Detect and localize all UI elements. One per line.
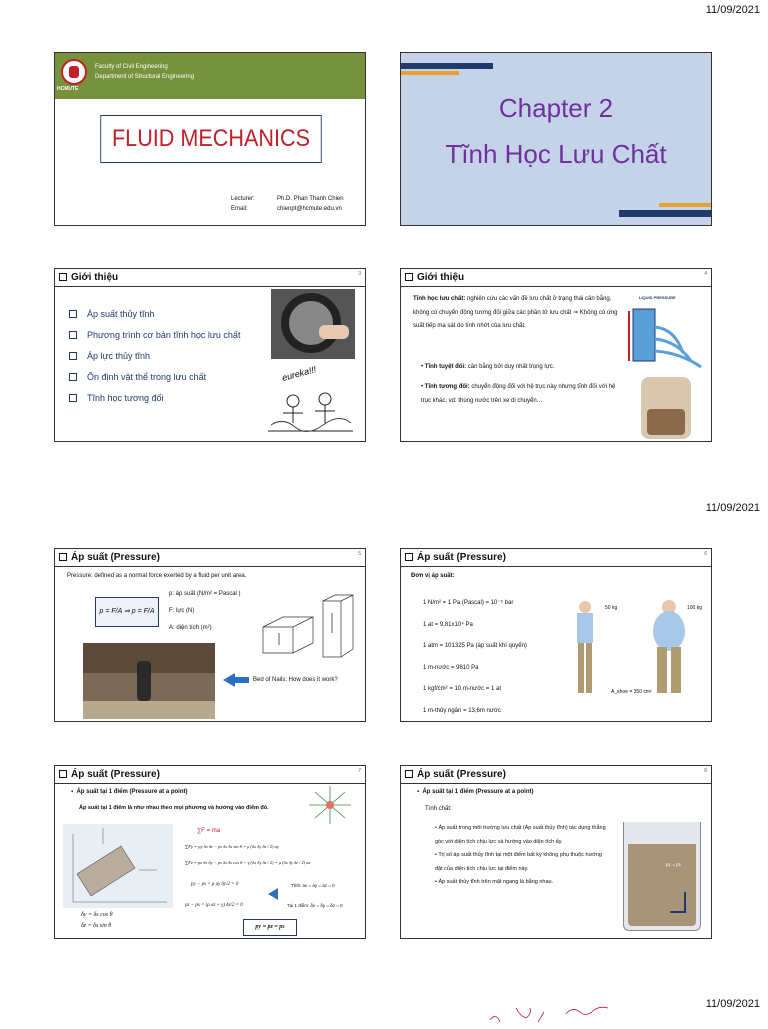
deco-bar (659, 203, 711, 207)
bullet-heading: ▪ Áp suất tại 1 điểm (Pressure at a point) (71, 789, 188, 795)
arrow-shaft (235, 677, 249, 683)
geometry-eq: δy = δs cos θ (81, 912, 113, 918)
property-item: • Áp suất thủy tĩnh trên mặt ngang là bằng nhau. (435, 879, 554, 885)
slide-pressure-definition (54, 548, 366, 722)
statement: Áp suất tại 1 điểm là như nhau theo mọi phương và hướng vào điểm đó. (79, 805, 269, 811)
slide-chapter (400, 52, 712, 226)
list-item: Áp lực thủy tĩnh (69, 351, 240, 361)
equation-py: py − ps = ρ ay δy/2 = 0 (191, 882, 239, 887)
units-heading: Đơn vị áp suất: (411, 573, 455, 579)
tire-gauge-photo (271, 289, 355, 359)
list-item: Tĩnh học tương đối (69, 393, 240, 403)
pressure-formula: p = F/A ⇒ p = F/A (95, 597, 159, 627)
page-number: 4 (704, 271, 707, 277)
topic-list (69, 309, 240, 414)
figure-label: LIQUID PRESSURE (639, 295, 676, 300)
course-title: FLUID MECHANICS (100, 115, 321, 163)
element-diagram (63, 824, 173, 908)
arrow-left-icon (268, 888, 278, 900)
deco-bar (401, 71, 459, 75)
list-item: Áp suất thủy tĩnh (69, 309, 240, 319)
static-condition: Tĩnh: ax = ay = az = 0 (291, 883, 335, 888)
caption: Bed of Nails: How does it work? (253, 677, 338, 683)
page-number: 7 (358, 768, 361, 774)
symbol-a: A: diện tích (m²) (169, 625, 212, 631)
force-arrow (670, 911, 686, 913)
university-logo (61, 59, 87, 85)
list-item: Ổn định vật thể trong lưu chất (69, 372, 240, 382)
arrow-left-icon (223, 673, 235, 687)
unit-item: 1 m-nước = 9810 Pa (423, 664, 479, 671)
chapter-title: Tĩnh Học Lưu Chất (445, 139, 667, 169)
page-number: 3 (358, 271, 361, 277)
chapter-number: Chapter 2 (498, 93, 614, 123)
properties-heading: Tính chất: (425, 806, 452, 812)
date-stamp: 11/09/2021 (705, 998, 760, 1010)
property-item: • Trị số áp suất thủy tĩnh tại một điểm bất kỳ không phụ thuộc hướng đặt của diện tích chịu lực tại điểm này. (435, 852, 602, 872)
force-balance-z: ∑Fz = pz δx δy − ps δx δs cos θ − γ (δx δy δz / 2) = ρ (δx δy δz / 2) az (185, 860, 311, 865)
page-number: 6 (704, 551, 707, 557)
deco-bar (619, 210, 711, 217)
newton-law: ∑F = ma (197, 828, 221, 834)
equation-pz: pz − ps = (ρ az + γ) δz/2 = 0 (185, 903, 243, 908)
people-figure (569, 597, 709, 709)
slide-title-bar: Áp suất (Pressure) (55, 766, 365, 784)
lecturer-label: Lecturer: (231, 196, 255, 202)
point-forces-icon (307, 784, 353, 826)
slide-intro-definition (400, 268, 712, 442)
symbol-f: F: lực (N) (169, 608, 195, 614)
unit-item: 1 m-thủy ngân = 13,6m nước (423, 707, 501, 714)
force-balance-y: ∑Fy = py δx δz − ps δx δs sin θ = ρ (δx δy δz / 2) ay (185, 844, 279, 849)
prism-diagram (259, 593, 359, 669)
handwritten-marks (486, 1004, 616, 1024)
bullet-absolute: • Tĩnh tuyệt đối: cân bằng bởi duy nhất trọng lực. (421, 364, 555, 370)
eureka-text: eureka!!! (280, 365, 318, 383)
bullet-relative: • Tĩnh tương đối: chuyển động đối với hệ trục này nhưng tĩnh đối với hệ trục khác, vd: thùng nước trên xe di chuyển… (421, 384, 616, 404)
list-item: Phương trình cơ bản tĩnh học lưu chất (69, 330, 240, 340)
faculty-name: Faculty of Civil Engineering (95, 64, 168, 70)
mass-label: 100 kg (687, 605, 703, 611)
slide-title-bar: Áp suất (Pressure) (55, 549, 365, 567)
page-number: 5 (358, 551, 361, 557)
bullet-heading: ▪ Áp suất tại 1 điểm (Pressure at a point) (417, 789, 534, 795)
units-list (423, 593, 527, 722)
slide-title-bar: Giới thiệu (401, 269, 711, 287)
symbol-p: p: áp suất (N/m² = Pascal ) (169, 591, 241, 597)
date-stamp: 11/09/2021 (705, 502, 760, 514)
unit-item: 1 kgf/cm² = 10 m-nước = 1 at (423, 686, 501, 692)
beaker-label: p1 = p1 (666, 862, 682, 867)
definition-paragraph: Tĩnh học lưu chất: nghiên cứu các vấn đề lưu chất ở trạng thái cân bằng, không có chuyển động tương đối giữa các phần tử lưu chất ⇒ Không có ứng suất tiếp ma sát do tính nhớt của lưu chất. (413, 296, 618, 329)
page-number: 8 (704, 768, 707, 774)
slide-title-bar: Giới thiệu (55, 269, 365, 287)
point-condition: Tại 1 điểm: δx = δy = δz = 0 (287, 903, 343, 908)
email-label: Email: (231, 206, 248, 212)
date-stamp: 11/09/2021 (705, 4, 760, 16)
shoe-area-label: A_shoe = 350 cm² (611, 689, 652, 695)
department-name: Department of Structural Engineering (95, 74, 195, 80)
slide-pressure-units (400, 548, 712, 722)
deco-bar (401, 63, 493, 69)
unit-item: 1 at = 9,81x10⁴ Pa (423, 621, 473, 628)
slide-title-bar: Áp suất (Pressure) (401, 766, 711, 784)
email-value: chienpt@hcmute.edu.vn (277, 206, 342, 212)
unit-item: 1 atm = 101325 Pa (áp suất khí quyển) (423, 643, 527, 649)
liquid-pressure-figure (627, 291, 707, 373)
jar-photo (641, 377, 691, 439)
bed-of-nails-photo (83, 643, 215, 719)
slide-pressure-at-point (54, 765, 366, 939)
slide-pressure-properties (400, 765, 712, 939)
properties-list (435, 822, 607, 890)
pressure-definition: Pressure: defined as a normal force exerted by a fluid per unit area. (67, 573, 247, 579)
slide-title (54, 52, 366, 226)
slide-title-bar: Áp suất (Pressure) (401, 549, 711, 567)
lecturer-name: Ph.D. Phan Thanh Chien (277, 196, 344, 202)
force-arrow (684, 892, 686, 912)
geometry-eq: δz = δs sin θ (81, 923, 112, 929)
eureka-sketch (263, 365, 359, 437)
mass-label: 50 kg (605, 605, 618, 611)
unit-item: 1 N/m² = 1 Pa (Pascal) = 10⁻⁵ bar (423, 600, 514, 606)
logo-text: HCMUTE (57, 86, 79, 92)
result-box: py = pz = ps (243, 919, 297, 936)
property-item: • Áp suất trong môi trường lưu chất (Áp suất thủy tĩnh) tác dụng thẳng góc với diện tích chịu lực và hướng vào diện tích ấy. (435, 825, 606, 845)
beaker-figure (623, 822, 701, 931)
slide-intro-outline (54, 268, 366, 442)
